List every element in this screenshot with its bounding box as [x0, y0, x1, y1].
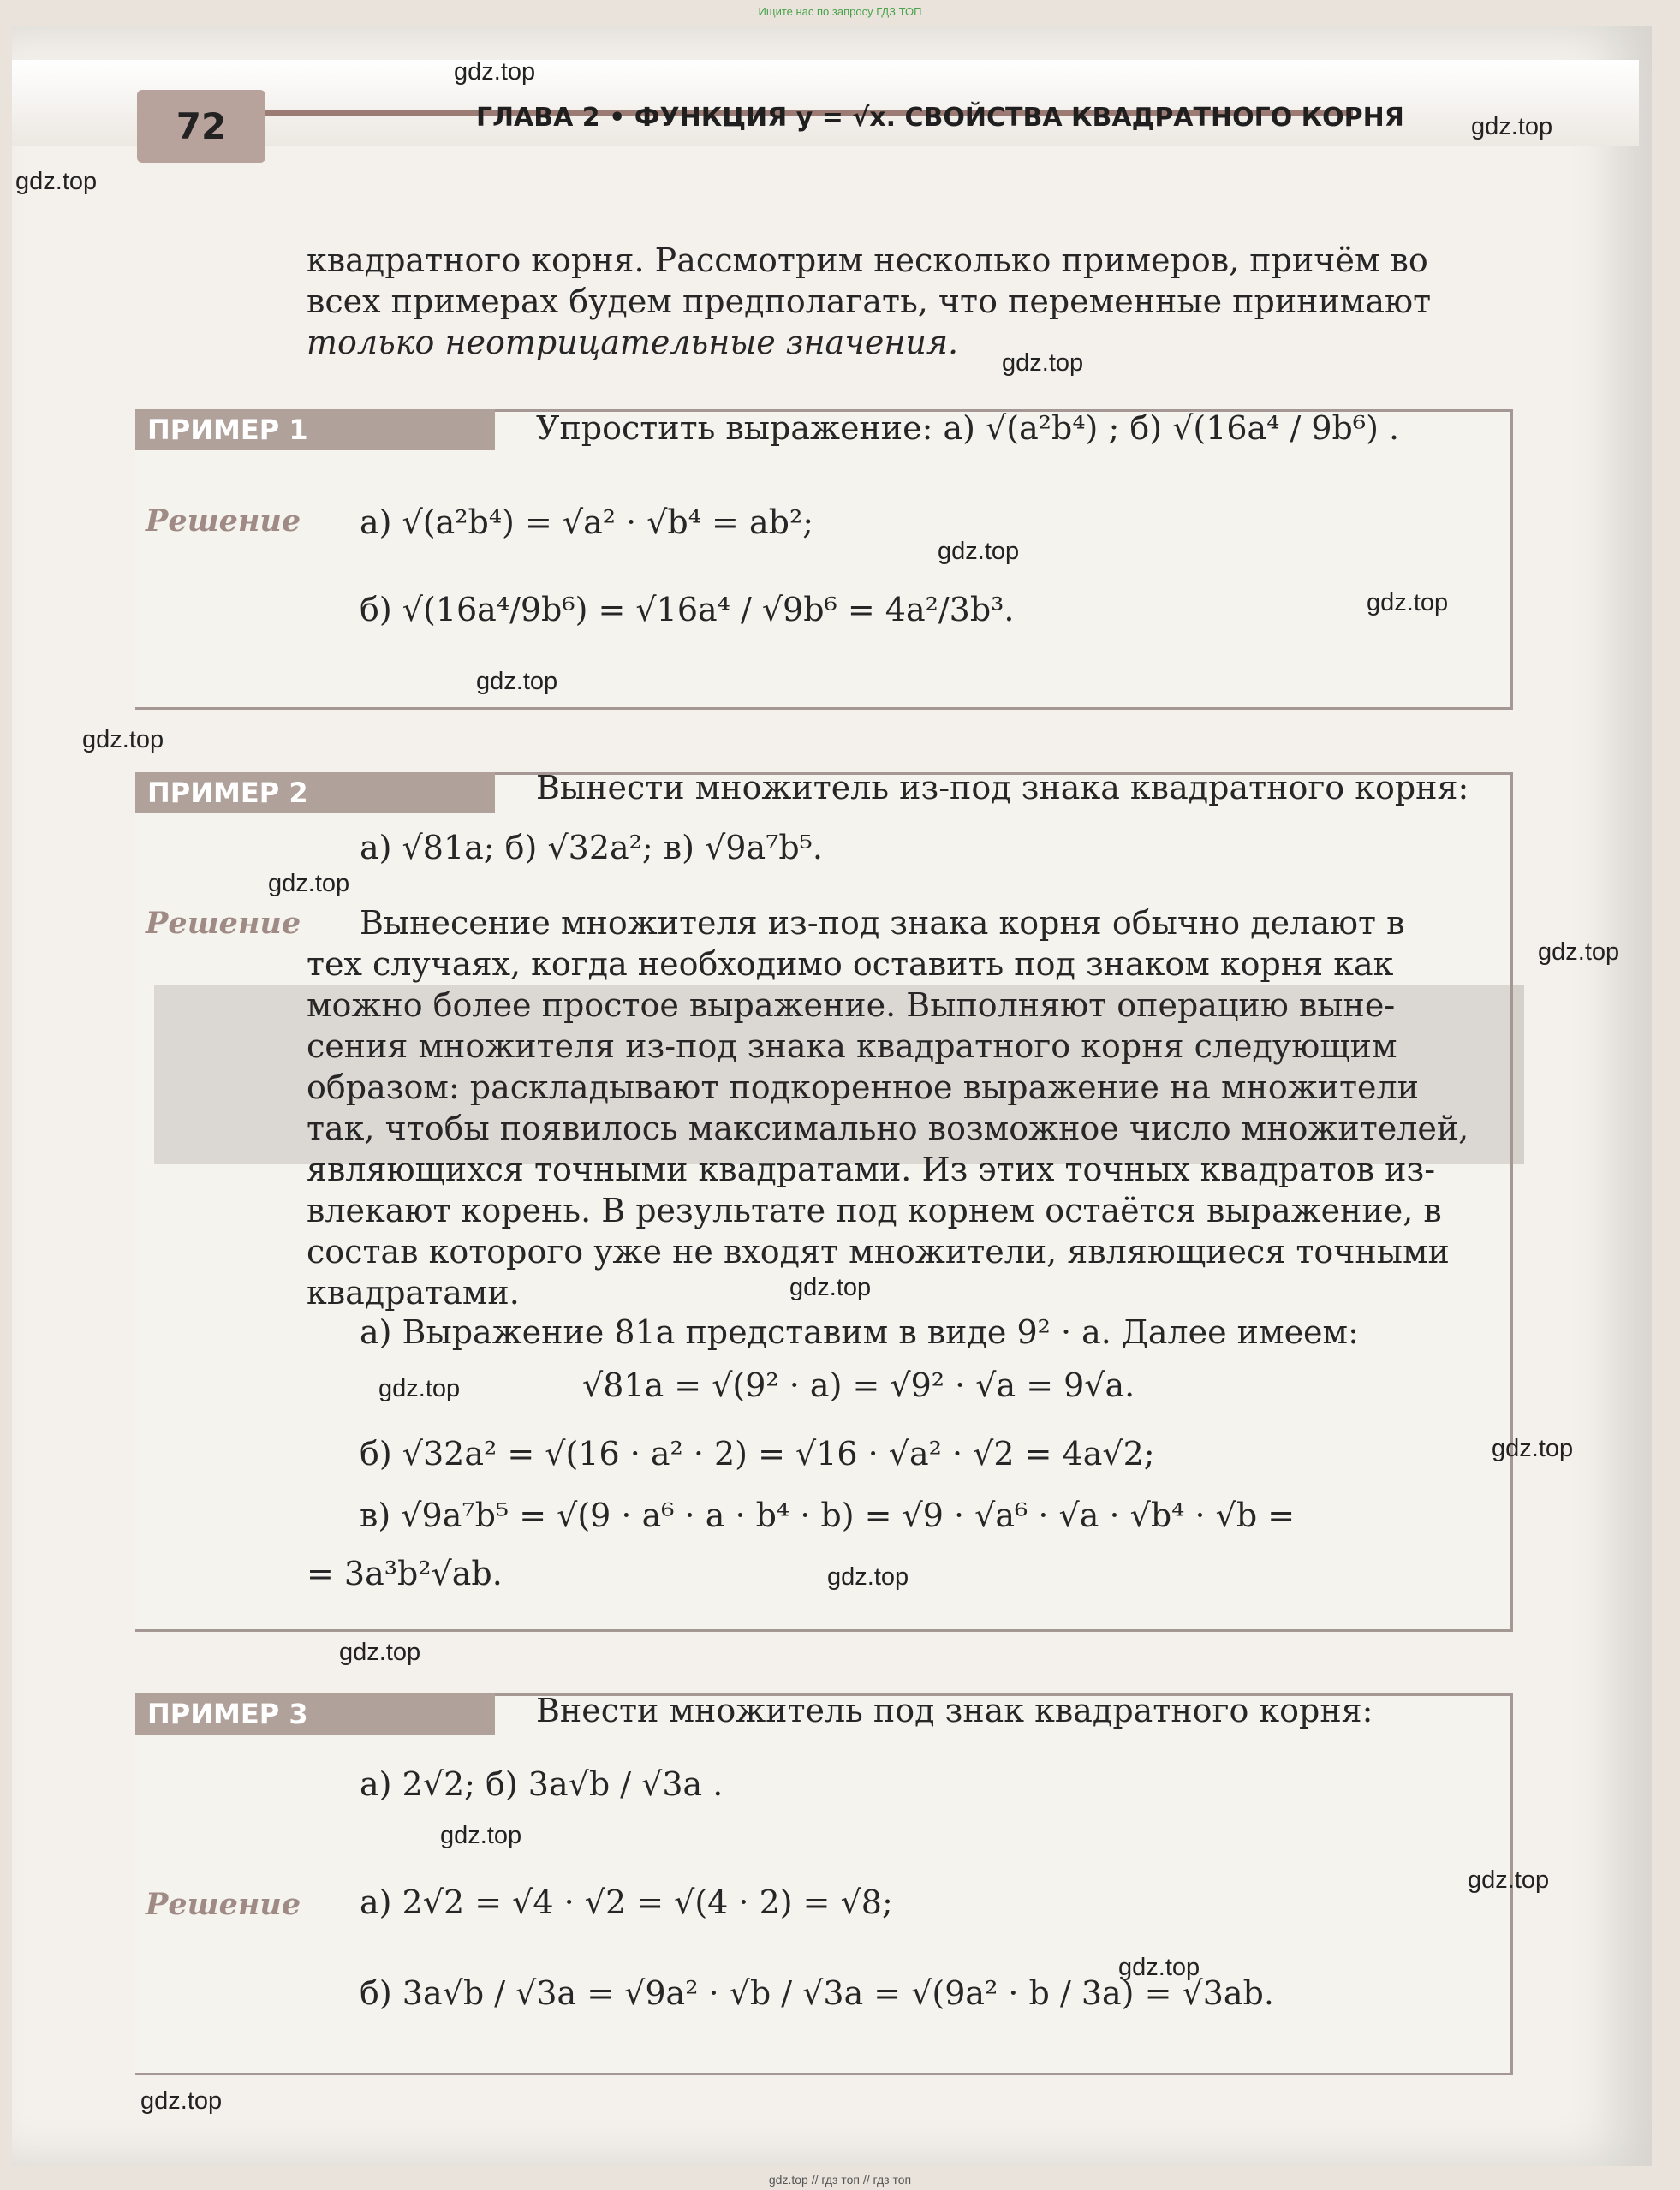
example-2-solution-a: √81a = √(9² · a) = √9² · √a = 9√a.: [582, 1366, 1135, 1404]
watermark[interactable]: gdz.top: [339, 1639, 421, 1666]
example-2-task: Вынести множитель из-под знака квадратного корня:: [536, 769, 1469, 806]
example-2-line-4: сения множителя из-под знака квадратного корня следующим: [307, 1027, 1397, 1065]
watermark[interactable]: gdz.top: [1468, 1866, 1550, 1894]
watermark[interactable]: gdz.top: [476, 668, 558, 695]
watermark[interactable]: gdz.top: [938, 538, 1020, 565]
watermark[interactable]: gdz.top: [140, 2087, 223, 2115]
example-1-box: [135, 409, 1513, 710]
intro-line-1: квадратного корня. Рассмотрим несколько примеров, причём во: [307, 241, 1428, 279]
watermark[interactable]: gdz.top: [1538, 938, 1620, 966]
example-2-items: а) √81a; б) √32a²; в) √9a⁷b⁵.: [360, 829, 823, 866]
watermark[interactable]: gdz.top: [1118, 1954, 1200, 1981]
top-ad-text[interactable]: Ищите нас по запросу ГДЗ ТОП: [758, 5, 922, 18]
watermark[interactable]: gdz.top: [1002, 349, 1084, 377]
example-2-line-7: являющихся точными квадратами. Из этих точных квадратов из-: [307, 1151, 1436, 1188]
example-1-label: ПРИМЕР 1: [135, 409, 495, 450]
example-2-line-8: влекают корень. В результате под корнем остаётся выражение, в: [307, 1192, 1442, 1229]
example-3-label: ПРИМЕР 3: [135, 1693, 495, 1735]
example-3-solution-b: б) 3a√b / √3a = √9a² · √b / √3a = √(9a² · b / 3a) = √3ab.: [360, 1974, 1274, 2012]
example-2-line-6: так, чтобы появилось максимально возможное число множителей,: [307, 1110, 1469, 1147]
watermark[interactable]: gdz.top: [827, 1563, 909, 1591]
intro-line-3: только неотрицательные значения.: [307, 324, 959, 361]
watermark[interactable]: gdz.top: [1492, 1435, 1574, 1462]
example-3-items: а) 2√2; б) 3a√b / √3a .: [360, 1765, 724, 1803]
watermark[interactable]: gdz.top: [1471, 113, 1553, 140]
example-2-line-1: Вынесение множителя из-под знака корня обычно делают в: [360, 904, 1405, 942]
watermark[interactable]: gdz.top: [454, 58, 536, 86]
example-2-solution-c-cont: = 3a³b²√ab.: [307, 1555, 503, 1592]
example-2-line-3: можно более простое выражение. Выполняют операцию выне-: [307, 986, 1396, 1024]
watermark[interactable]: gdz.top: [789, 1274, 872, 1301]
example-2-solution-b: б) √32a² = √(16 · a² · 2) = √16 · √a² · √2 = 4a√2;: [360, 1435, 1155, 1473]
page-number: 72: [137, 90, 265, 163]
watermark[interactable]: gdz.top: [82, 726, 164, 753]
watermark[interactable]: gdz.top: [268, 870, 350, 897]
example-2-solution-a-intro: а) Выражение 81a представим в виде 9² · a. Далее имеем:: [360, 1313, 1359, 1351]
example-1-solution-a: а) √(a²b⁴) = √a² · √b⁴ = ab²;: [360, 503, 813, 541]
chapter-title: [476, 103, 1404, 133]
example-1-solution-b: б) √(16a⁴/9b⁶) = √16a⁴ / √9b⁶ = 4a²/3b³.: [360, 591, 1015, 628]
watermark[interactable]: gdz.top: [440, 1822, 522, 1849]
watermark[interactable]: gdz.top: [15, 168, 98, 195]
example-3-solution-label: Решение: [146, 1887, 301, 1922]
example-2-solution-c: в) √9a⁷b⁵ = √(9 · a⁶ · a · b⁴ · b) = √9 · √a⁶ · √a · √b⁴ · √b =: [360, 1497, 1296, 1534]
example-2-line-10: квадратами.: [307, 1274, 520, 1312]
watermark[interactable]: gdz.top: [1367, 589, 1449, 616]
intro-line-2: всех примерах будем предполагать, что переменные принимают: [307, 283, 1432, 320]
example-1-solution-label: Решение: [146, 503, 301, 539]
example-3-solution-a: а) 2√2 = √4 · √2 = √(4 · 2) = √8;: [360, 1884, 893, 1921]
chapter-text: ГЛАВА 2 • ФУНКЦИЯ y = √x. СВОЙСТВА КВАДРАТНОГО КОРНЯ: [476, 103, 1404, 133]
example-1-task: Упростить выражение: а) √(a²b⁴) ; б) √(16a⁴ / 9b⁶) .: [536, 409, 1400, 447]
watermark[interactable]: gdz.top: [378, 1375, 461, 1402]
example-2-line-5: образом: раскладывают подкоренное выражение на множители: [307, 1068, 1419, 1106]
example-2-line-9: состав которого уже не входят множители, являющиеся точными: [307, 1233, 1450, 1271]
example-2-line-2: тех случаях, когда необходимо оставить под знаком корня как: [307, 945, 1394, 983]
example-3-task: Внести множитель под знак квадратного корня:: [536, 1692, 1373, 1729]
bottom-watermark[interactable]: gdz.top // гдз топ // гдз топ: [768, 2173, 912, 2187]
example-2-solution-label: Решение: [146, 906, 301, 941]
example-2-label: ПРИМЕР 2: [135, 772, 495, 813]
